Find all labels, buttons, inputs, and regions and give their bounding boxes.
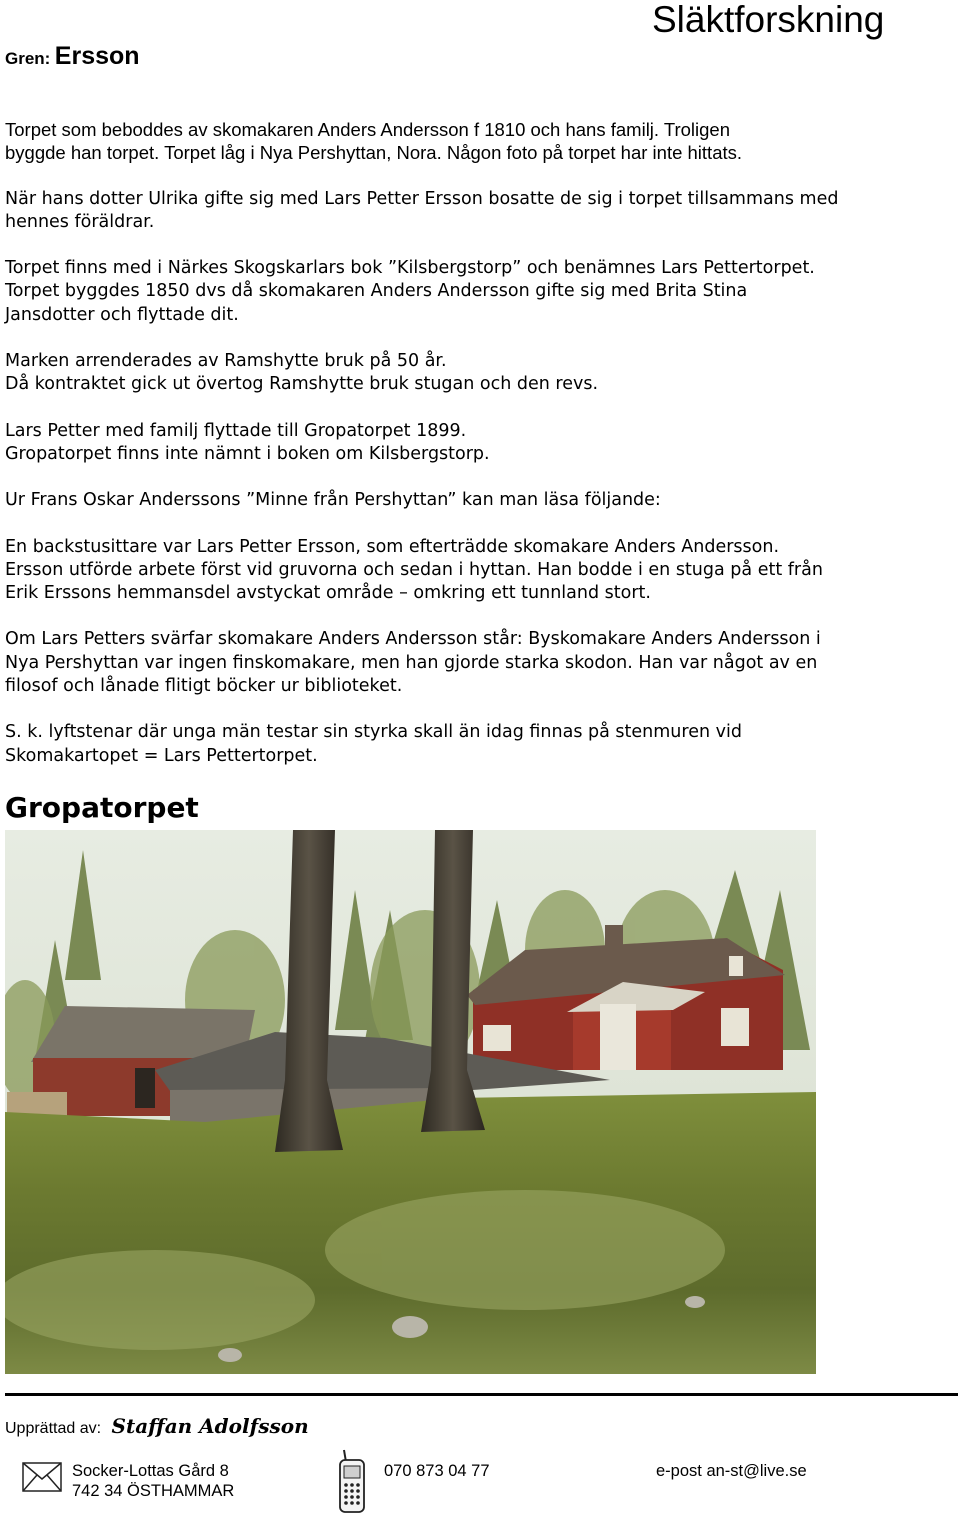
footer-author	[5, 1414, 309, 1441]
croft-photo	[5, 830, 816, 1374]
email-address: e-post an-st@live.se	[656, 1462, 807, 1480]
body-text	[5, 118, 950, 791]
paragraph-5	[5, 420, 950, 467]
paragraph-4	[5, 350, 950, 397]
paragraph-1	[5, 118, 950, 165]
paragraph-line: Ur Frans Oskar Anderssons ”Minne från Pershyttan” kan man läsa följande:	[5, 490, 661, 511]
branch-name: Ersson	[54, 42, 140, 70]
branch-label: Gren:	[5, 49, 51, 68]
paragraph-line: filosof och lånade flitigt böcker ur biblioteket.	[5, 676, 403, 697]
section-heading: Gropatorpet	[5, 791, 199, 824]
envelope-icon	[22, 1462, 62, 1492]
paragraph-2	[5, 188, 950, 235]
paragraph-line: En backstusittare var Lars Petter Ersson, som efterträdde skomakare Anders Andersson.	[5, 536, 780, 557]
paragraph-line: hennes föräldrar.	[5, 211, 155, 232]
author-signature: Staffan Adolfsson	[111, 1414, 309, 1438]
paragraph-line: byggde han torpet. Torpet låg i Nya Pershyttan, Nora. Någon foto på torpet har inte hittats.	[5, 142, 743, 164]
branch-line	[5, 42, 140, 71]
paragraph-line: Torpet finns med i Närkes Skogskarlars bok ”Kilsbergstorp” och benämnes Lars Pettertorpet.	[5, 258, 815, 279]
mobile-phone-icon	[334, 1448, 370, 1516]
paragraph-9	[5, 721, 950, 768]
paragraph-line: När hans dotter Ulrika gifte sig med Lars Petter Ersson bosatte de sig i torpet tillsammans med	[5, 188, 839, 209]
paragraph-7	[5, 536, 950, 606]
paragraph-line: Då kontraktet gick ut övertog Ramshytte bruk stugan och den revs.	[5, 374, 599, 395]
paragraph-8	[5, 628, 950, 698]
paragraph-line: Nya Pershyttan var ingen finskomakare, men han gjorde starka skodon. Han var något av en	[5, 652, 818, 673]
address-line-2: 742 34 ÖSTHAMMAR	[72, 1482, 235, 1500]
paragraph-line: Lars Petter med familj flyttade till Gropatorpet 1899.	[5, 420, 467, 441]
address-block	[72, 1461, 234, 1501]
paragraph-line: Torpet som beboddes av skomakaren Anders Andersson f 1810 och hans familj. Troligen	[5, 119, 731, 140]
paragraph-6	[5, 489, 950, 512]
paragraph-line: Torpet byggdes 1850 dvs då skomakaren Anders Andersson gifte sig med Brita Stina	[5, 281, 748, 302]
paragraph-line: Marken arrenderades av Ramshytte bruk på 50 år.	[5, 351, 447, 372]
created-by-label: Upprättad av:	[5, 1420, 102, 1437]
address-line-1: Socker-Lottas Gård 8	[72, 1462, 229, 1480]
phone-number: 070 873 04 77	[384, 1462, 490, 1480]
paragraph-3	[5, 257, 950, 327]
paragraph-line: Om Lars Petters svärfar skomakare Anders Andersson står: Byskomakare Anders Andersson i	[5, 629, 821, 650]
paragraph-line: S. k. lyftstenar där unga män testar sin styrka skall än idag finnas på stenmuren vid	[5, 722, 742, 743]
paragraph-line: Ersson utförde arbete först vid gruvorna och sedan i hyttan. Han bodde i en stuga på ett från	[5, 559, 823, 580]
paragraph-line: Jansdotter och flyttade dit.	[5, 304, 239, 325]
paragraph-line: Erik Erssons hemmansdel avstyckat område – omkring ett tunnland stort.	[5, 583, 651, 604]
paragraph-line: Skomakartopet = Lars Pettertorpet.	[5, 745, 318, 766]
site-title: Släktforskning	[652, 0, 885, 40]
footer-rule	[5, 1393, 958, 1396]
paragraph-line: Gropatorpet finns inte nämnt i boken om Kilsbergstorp.	[5, 443, 490, 464]
